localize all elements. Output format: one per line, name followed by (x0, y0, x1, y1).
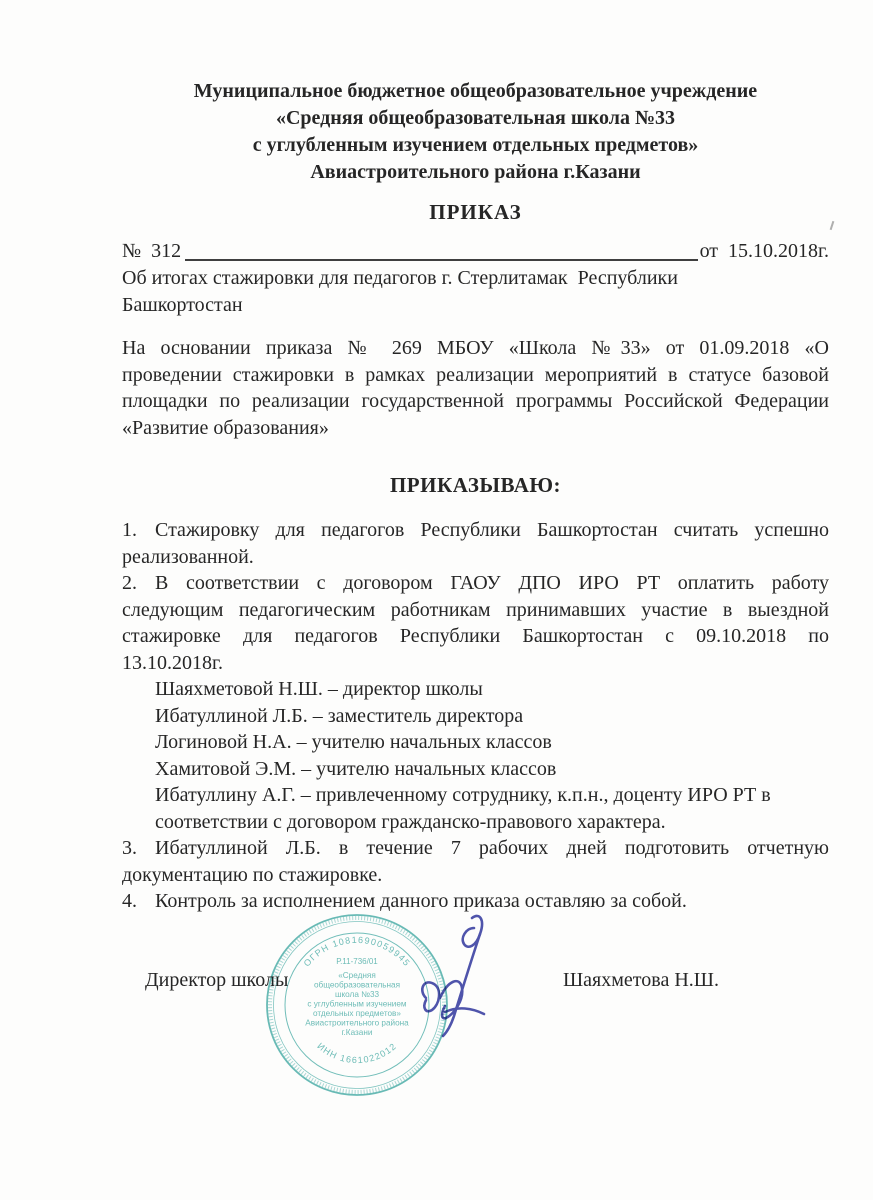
staff-entry: Логиновой Н.А. – учителю начальных классов (155, 731, 552, 753)
order-number: № 312 (122, 240, 182, 262)
item-number: 4. (122, 890, 137, 912)
staff-entry-cont: соответствии с договором гражданско-правового характера. (155, 810, 666, 833)
item-text: Ибатуллиной Л.Б. в течение 7 рабочих дней подготовить отчетную (155, 837, 829, 859)
signer-name: Шаяхметова Н.Ш. (563, 968, 719, 991)
preamble-paragraph (122, 335, 829, 441)
preamble-line: проведении стажировки в рамках реализации мероприятий в статусе базовой (122, 363, 829, 386)
order-items (122, 517, 829, 915)
item-number: 3. (122, 837, 137, 859)
stamp-center-line: «Средняя (338, 971, 376, 980)
order-item-2 (122, 570, 829, 597)
organization-header (122, 78, 829, 186)
stamp-reg-number: Р.11-736/01 (336, 957, 378, 966)
order-item-2-cont: следующим педагогическим работникам принимавших участие в выездной (122, 598, 829, 621)
order-subject (122, 265, 829, 318)
order-item-3-cont: документацию по стажировке. (122, 863, 383, 886)
signature-stroke (422, 982, 439, 1011)
item-text: В соответствии с договором ГАОУ ДПО ИРО РТ оплатить работу (155, 572, 829, 594)
order-item-4 (122, 888, 829, 915)
stamp-center-line: Авиастроительного района (305, 1018, 409, 1028)
stamp-center-line: отдельных предметов» (313, 1009, 401, 1018)
stamp-center-line: общеобразовательная (313, 980, 401, 990)
order-number-row (122, 238, 829, 265)
scan-artifact-mark (830, 221, 835, 230)
preamble-line: площадки по реализации государственной программы Российской Федерации (122, 390, 829, 412)
order-item-3 (122, 835, 829, 862)
resolution-heading: ПРИКАЗЫВАЮ: (389, 473, 562, 497)
order-item-2-cont: стажировке для педагогов Республики Башкортостан с 09.10.2018 по (122, 625, 829, 647)
signature-ink (400, 912, 515, 1047)
org-name-line: с углубленным изучением отдельных предметов» (252, 134, 699, 156)
preamble-line: На основании приказа № 269 МБОУ «Школа №33» от 01.09.2018 «О (122, 337, 829, 359)
org-name-line: Муниципальное бюджетное общеобразовательное учреждение (193, 80, 758, 102)
stamp-ogrn-arc: ОГРН 1081690059945 (301, 934, 413, 969)
subject-line: Об итогах стажировки для педагогов г. Стерлитамак Республики (122, 267, 678, 289)
staff-list (155, 676, 829, 835)
stamp-center-line: г.Казани (341, 1028, 373, 1037)
signature-stroke (443, 916, 482, 1036)
order-item-1 (122, 517, 829, 544)
item-number: 2. (122, 572, 137, 594)
blank-underline (185, 258, 697, 261)
order-date: от 15.10.2018г. (699, 240, 829, 262)
order-item-2-cont: 13.10.2018г. (122, 651, 223, 674)
staff-entry: Ибатуллиной Л.Б. – заместитель директора (155, 704, 524, 727)
preamble-line: «Развитие образования» (122, 416, 329, 439)
stamp-center-line: школа №33 (334, 990, 380, 999)
stamp-inn-arc: ИНН 1661022012 (315, 1040, 399, 1066)
staff-entry: Хамитовой Э.М. – учителю начальных классов (155, 757, 557, 780)
item-text: Стажировку для педагогов Республики Башкортостан считать успешно (155, 519, 829, 541)
item-number: 1. (122, 519, 137, 541)
document-title: ПРИКАЗ (429, 200, 522, 224)
staff-entry: Ибатуллину А.Г. – привлеченному сотруднику, к.п.н., доценту ИРО РТ в (155, 784, 771, 806)
item-text: Контроль за исполнением данного приказа оставляю за собой. (155, 890, 687, 912)
staff-entry: Шаяхметовой Н.Ш. – директор школы (155, 678, 483, 700)
stamp-center-line: с углубленным изучением (307, 999, 407, 1009)
subject-line: Башкортостан (122, 293, 243, 316)
org-name-line: Авиастроительного района г.Казани (310, 161, 641, 183)
order-item-1-cont: реализованной. (122, 545, 254, 568)
signer-role: Директор школы (145, 968, 289, 991)
org-name-line: «Средняя общеобразовательная школа №33 (275, 107, 676, 129)
